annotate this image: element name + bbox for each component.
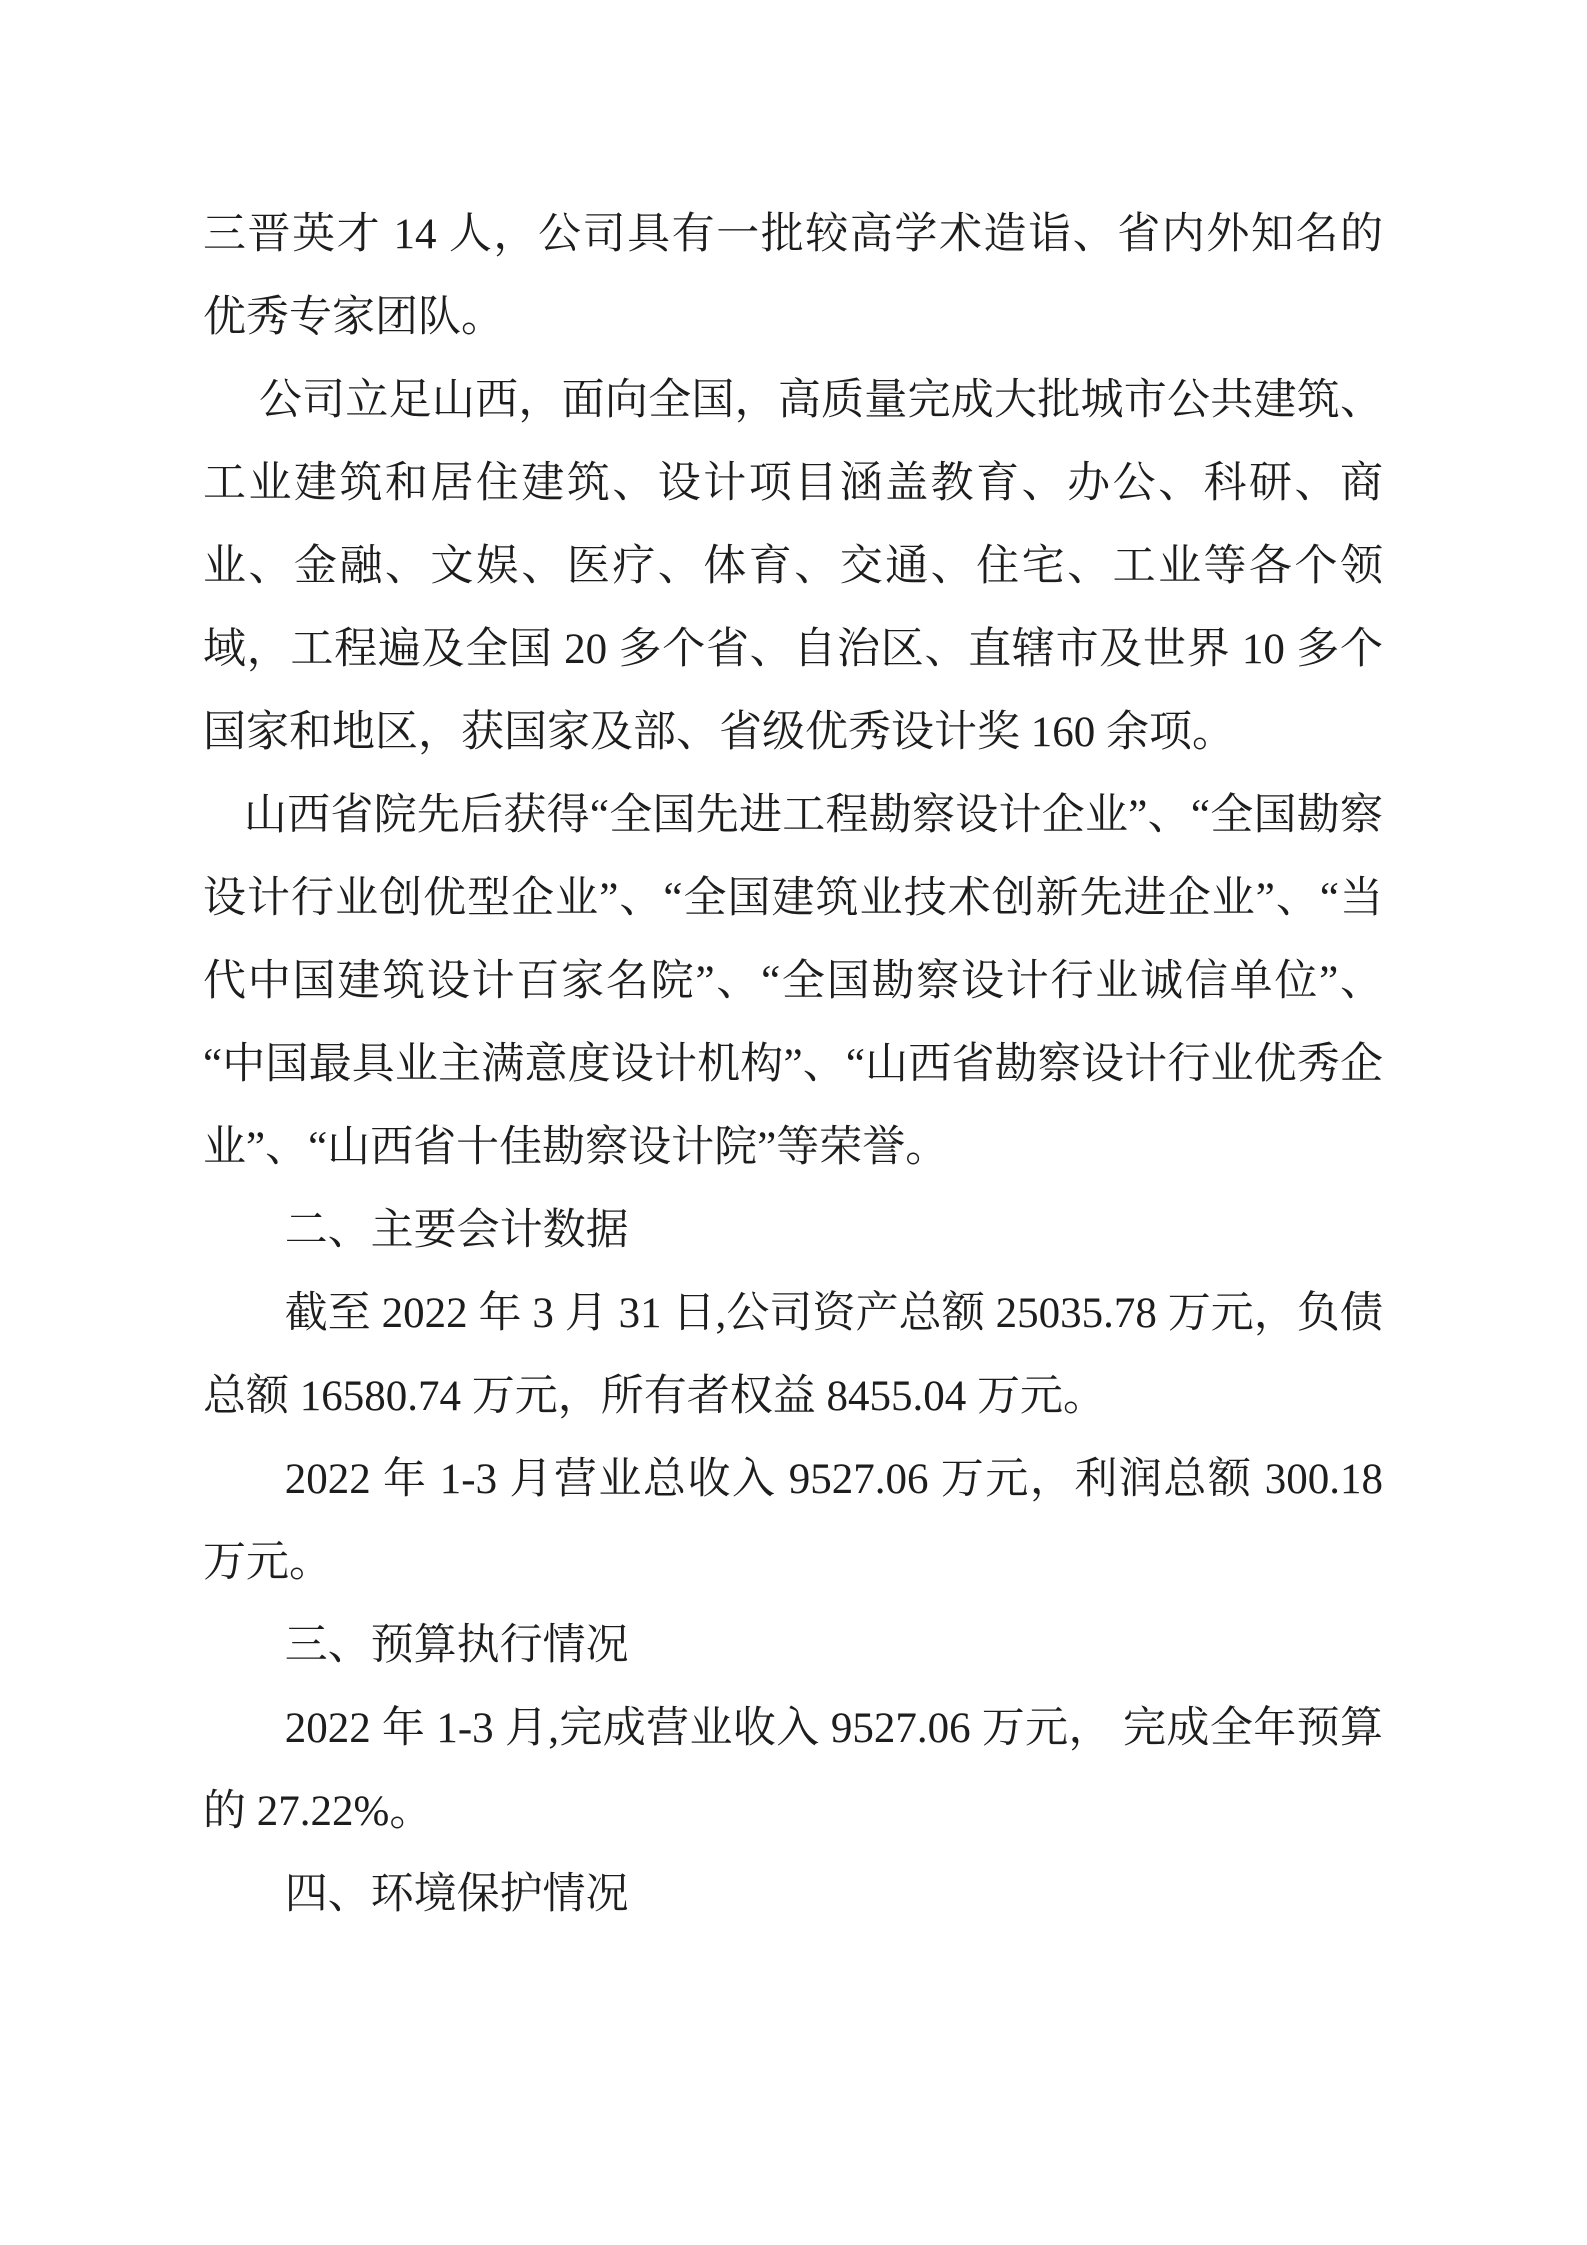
paragraph-expert-team-continuation: 三晋英才 14 人，公司具有一批较高学术造诣、省内外知名的优秀专家团队。 — [203, 211, 1383, 341]
paragraph-budget-completion: 2022 年 1-3 月,完成营业收入 9527.06 万元， 完成全年预算的 27.22%。 — [203, 1705, 1383, 1835]
paragraph-assets-liabilities: 截至 2022 年 3 月 31 日,公司资产总额 25035.78 万元，负债总额 16580.74 万元，所有者权益 8455.04 万元。 — [203, 1290, 1383, 1420]
heading-budget-execution: 三、预算执行情况 — [284, 1622, 629, 1669]
heading-accounting-data: 二、主要会计数据 — [284, 1207, 629, 1254]
paragraph-company-overview: 公司立足山西，面向全国，高质量完成大批城市公共建筑、工业建筑和居住建筑、设计项目涵盖教育、办公、科研、商业、金融、文娱、医疗、体育、交通、住宅、工业等各个领域，工程遍及全国 20 多个省、自治区、直辖市及世界 10 多个国家和地区，获国家及部、省级优秀设计奖 160 余项。 — [203, 377, 1383, 756]
paragraph-revenue-profit: 2022 年 1-3 月营业总收入 9527.06 万元，利润总额 300.18 万元。 — [203, 1456, 1383, 1586]
paragraph-honors: 山西省院先后获得“全国先进工程勘察设计企业”、“全国勘察设计行业创优型企业”、“全国建筑业技术创新先进企业”、“当代中国建筑设计百家名院”、“全国勘察设计行业诚信单位”、“中国最具业主满意度设计机构”、“山西省勘察设计行业优秀企业”、“山西省十佳勘察设计院”等荣誉。 — [203, 792, 1383, 1171]
heading-environmental-protection: 四、环境保护情况 — [284, 1871, 629, 1918]
